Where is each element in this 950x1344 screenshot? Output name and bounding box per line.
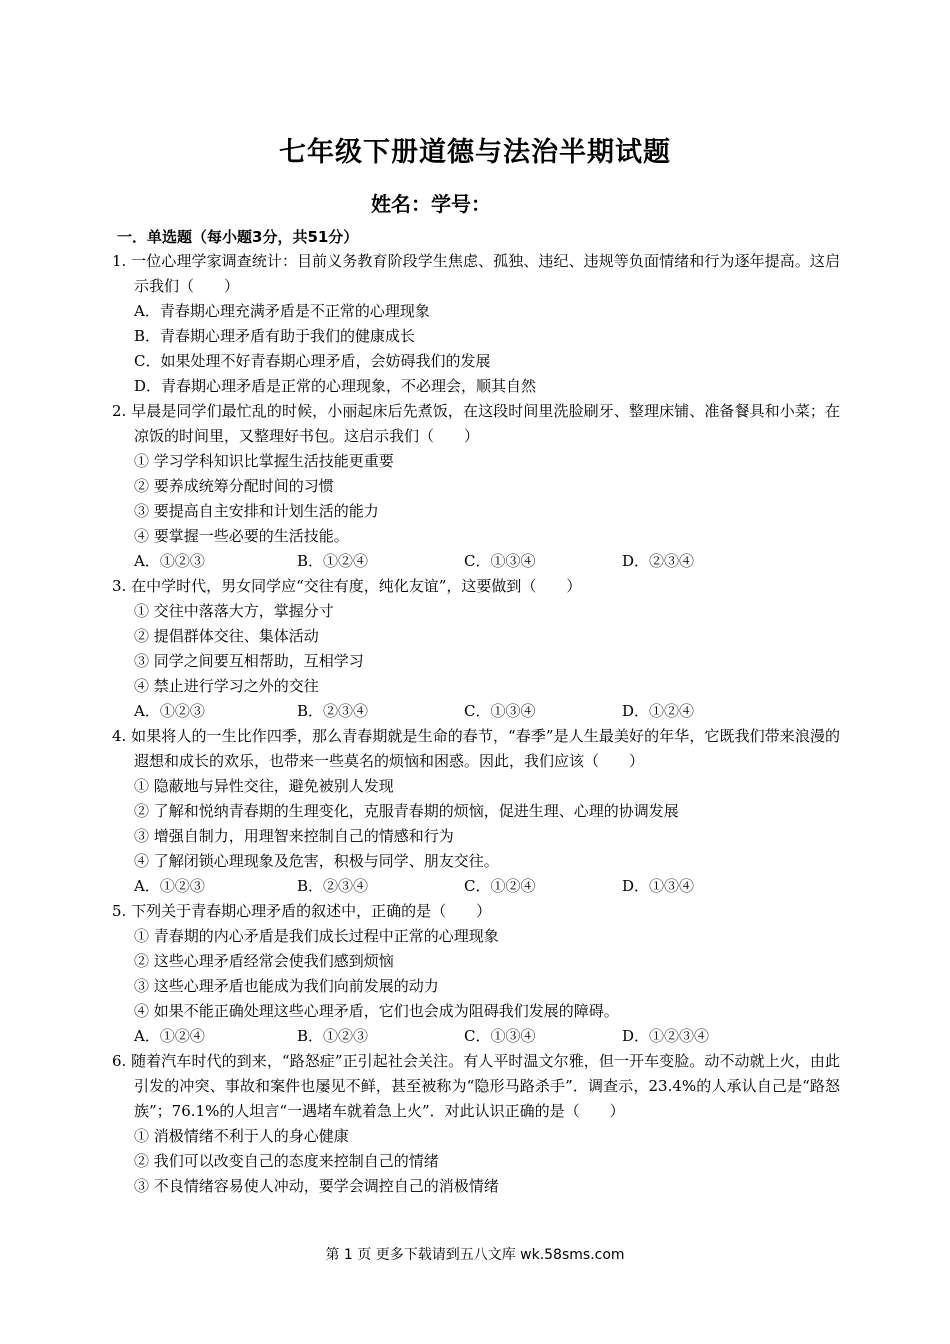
choice-d: D．①②④ [622,702,695,720]
statement-line: ④ 了解闭锁心理现象及危害，积极与同学、朋友交往。 [134,852,499,870]
choice-b: B．①②③ [297,1027,369,1045]
statement-line: ① 消极情绪不利于人的身心健康 [134,1127,349,1145]
choice-a: A．①②④ [134,1027,205,1045]
choice-d: D．①③④ [622,877,695,895]
choice-d: D．②③④ [622,552,695,570]
question-3 [112,574,840,724]
statement-line: ④ 禁止进行学习之外的交往 [134,677,319,695]
question-list [112,249,840,1199]
statement-line: ① 隐蔽地与异性交往，避免被别人发现 [134,777,394,795]
choice-a: A．①②③ [134,702,205,720]
page-title: 七年级下册道德与法治半期试题 [279,137,671,168]
statement-line: ① 学习学科知识比掌握生活技能更重要 [134,452,394,470]
question-stem: 1. 一位心理学家调查统计：目前义务教育阶段学生焦虑、孤独、违纪、违规等负面情绪和行为逐年提高。这启示我们（ ） [112,252,840,295]
choice-b: B．②③④ [297,702,369,720]
statement-line: ③ 要提高自主安排和计划生活的能力 [134,502,379,520]
question-5 [112,899,840,1049]
choice-a: A．①②③ [134,552,205,570]
question-stem: 6. 随着汽车时代的到来，“路怒症”正引起社会关注。有人平时温文尔雅，但一开车变脸。动不动就上火，由此引发的冲突、事故和案件也屡见不鲜，甚至被称为“隐形马路杀手”．调查示，23.4%的人承认自己是“路怒族”；76.1%的人坦言“一遇堵车就着急上火”．对此认识正确的是（ ） [112,1052,840,1120]
statement-line: ② 我们可以改变自己的态度来控制自己的情绪 [134,1152,439,1170]
answer-choices [112,874,840,899]
section-heading: 一．单选题（每小题3分，共51分） [117,228,359,246]
question-stem: 5. 下列关于青春期心理矛盾的叙述中，正确的是（ ） [112,902,492,920]
question-1 [112,249,840,399]
statement-line: ② 了解和悦纳青春期的生理变化，克服青春期的烦恼，促进生理、心理的协调发展 [134,802,679,820]
question-stem: 3. 在中学时代，男女同学应“交往有度，纯化友谊”，这要做到（ ） [112,577,582,595]
statement-line: ② 提倡群体交往、集体活动 [134,627,319,645]
answer-choices [112,549,840,574]
choice-d: D．①②③④ [622,1027,710,1045]
choice-a: A．①②③ [134,877,205,895]
choice-c: C．①③④ [464,1027,536,1045]
statement-line: ③ 不良情绪容易使人冲动，要学会调控自己的消极情绪 [134,1177,499,1195]
answer-choices [112,699,840,724]
statement-line: ② 这些心理矛盾经常会使我们感到烦恼 [134,952,394,970]
answer-choices [112,1024,840,1049]
statement-line: ③ 同学之间要互相帮助，互相学习 [134,652,364,670]
choice-c: C．①②④ [464,877,536,895]
question-stem: 2. 早晨是同学们最忙乱的时候，小丽起床后先煮饭，在这段时间里洗脸刷牙、整理床铺、准备餐具和小菜；在凉饭的时间里，又整理好书包。这启示我们（ ） [112,402,840,445]
statement-line: ④ 要掌握一些必要的生活技能。 [134,527,349,545]
option-line: B．青春期心理矛盾有助于我们的健康成长 [134,327,416,345]
statement-line: ① 交往中落落大方，掌握分寸 [134,602,334,620]
question-stem: 4. 如果将人的一生比作四季，那么青春期就是生命的春节，“春季”是人生最美好的年华，它既我们带来浪漫的遐想和成长的欢乐，也带来一些莫名的烦恼和困惑。因此，我们应该（ ） [112,727,840,770]
statement-line: ③ 这些心理矛盾也能成为我们向前发展的动力 [134,977,439,995]
question-2 [112,399,840,574]
choice-c: C．①③④ [464,702,536,720]
statement-line: ② 要养成统筹分配时间的习惯 [134,477,334,495]
student-info-line: 姓名：学号： [371,192,491,216]
option-line: C．如果处理不好青春期心理矛盾，会妨碍我们的发展 [134,352,491,370]
option-line: A．青春期心理充满矛盾是不正常的心理现象 [134,302,430,320]
question-6 [112,1049,840,1199]
option-line: D．青春期心理矛盾是正常的心理现象，不必理会，顺其自然 [134,377,537,395]
statement-line: ③ 增强自制力，用理智来控制自己的情感和行为 [134,827,454,845]
statement-line: ① 青春期的内心矛盾是我们成长过程中正常的心理现象 [134,927,499,945]
page-footer: 第 1 页 更多下载请到五八文库 wk.58sms.com [325,1247,625,1263]
choice-c: C．①③④ [464,552,536,570]
question-4 [112,724,840,899]
statement-line: ④ 如果不能正确处理这些心理矛盾，它们也会成为阻碍我们发展的障碍。 [134,1002,619,1020]
choice-b: B．②③④ [297,877,369,895]
choice-b: B．①②④ [297,552,369,570]
